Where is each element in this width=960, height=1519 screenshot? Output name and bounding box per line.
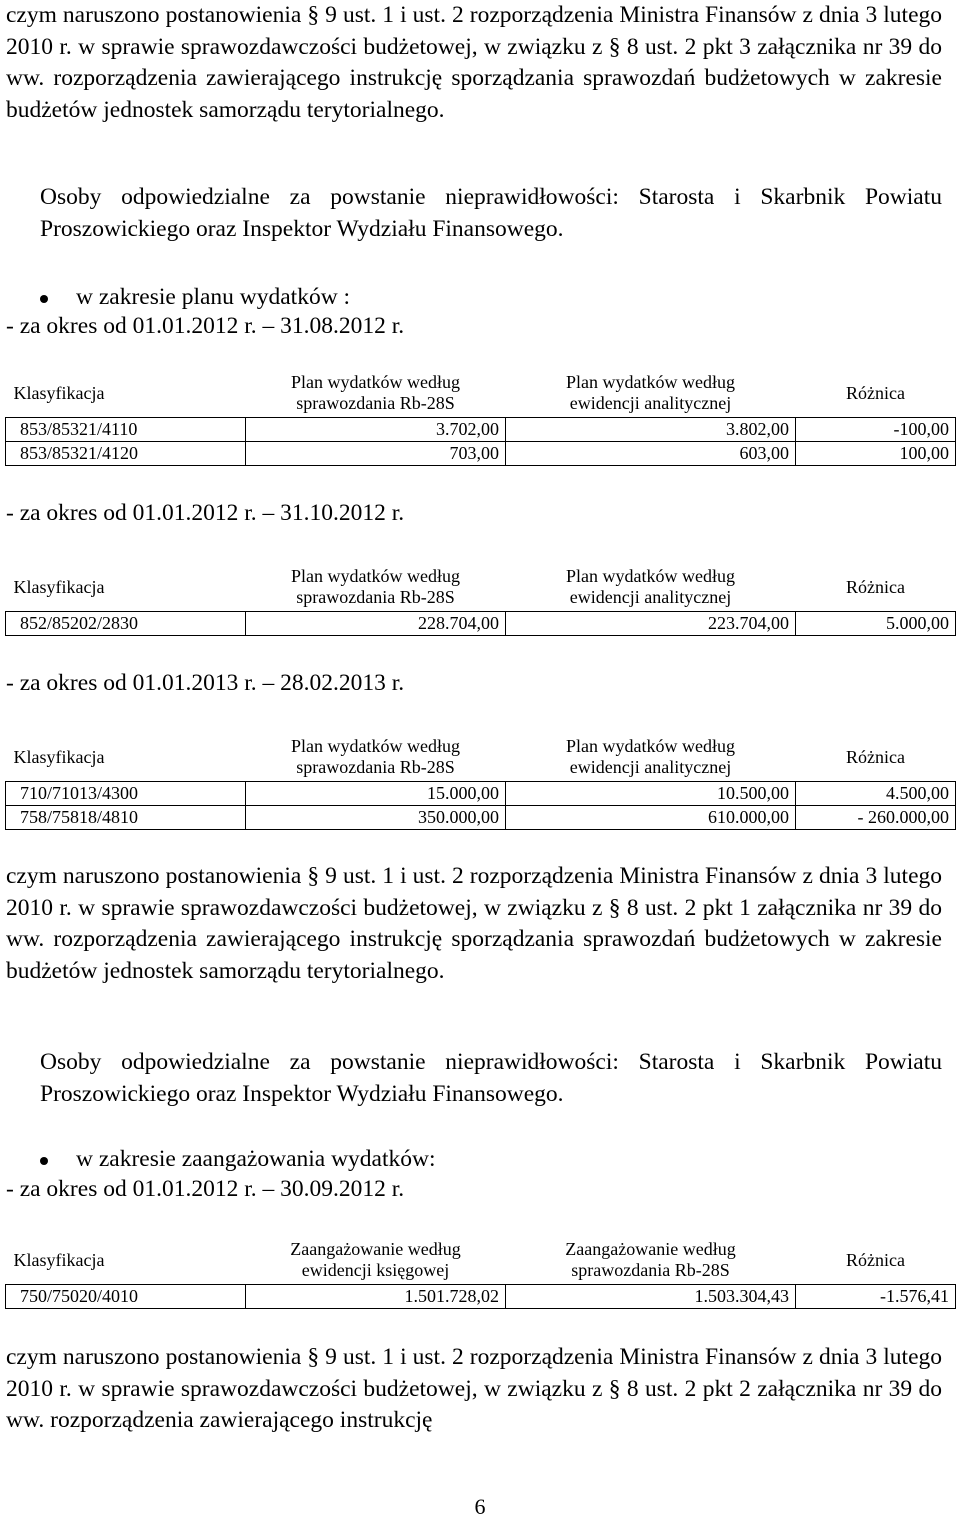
table-header-row xyxy=(6,733,956,782)
bullet-icon xyxy=(40,295,48,303)
table-header-row xyxy=(6,563,956,612)
page-number: 6 xyxy=(474,1494,486,1519)
bullet-icon xyxy=(40,1157,48,1165)
header-klasyfikacja: Klasyfikacja xyxy=(13,576,105,597)
header-zaangazowanie-rb28s: Zaangażowanie według sprawozdania Rb-28S xyxy=(565,1239,736,1280)
table-header-row xyxy=(6,1236,956,1285)
table-row: 758/75818/4810 350.000,00 610.000,00 - 260.000,00 xyxy=(6,806,956,830)
period-heading-2: - za okres od 01.01.2012 r. – 31.10.2012 r. xyxy=(6,500,405,526)
period-heading-3: - za okres od 01.01.2013 r. – 28.02.2013 r. xyxy=(6,670,405,696)
header-klasyfikacja: Klasyfikacja xyxy=(13,746,105,767)
header-roznica: Różnica xyxy=(846,576,905,597)
paragraph-responsible-persons-1: Osoby odpowiedzialne za powstanie nieprawidłowości: Starosta i Skarbnik Powiatu Proszowickiego oraz Inspektor Wydziału Finansowego. xyxy=(40,184,942,242)
period-heading-1: - za okres od 01.01.2012 r. – 31.08.2012 r. xyxy=(6,313,405,339)
header-plan-ewidencja: Plan wydatków według ewidencji analitycznej xyxy=(566,372,735,413)
table-plan-2 xyxy=(5,563,956,636)
bullet-zaangazowanie: w zakresie zaangażowania wydatków: xyxy=(76,1146,436,1172)
header-klasyfikacja: Klasyfikacja xyxy=(13,382,105,403)
header-plan-rb28s: Plan wydatków według sprawozdania Rb-28S xyxy=(291,566,460,607)
header-zaangazowanie-ewidencja: Zaangażowanie według ewidencji księgowej xyxy=(290,1239,461,1280)
table-row: 853/85321/4120 703,00 603,00 100,00 xyxy=(6,442,956,466)
period-heading-4: - za okres od 01.01.2012 r. – 30.09.2012 r. xyxy=(6,1176,405,1202)
header-plan-ewidencja: Plan wydatków według ewidencji analitycznej xyxy=(566,566,735,607)
header-klasyfikacja: Klasyfikacja xyxy=(13,1249,105,1270)
header-roznica: Różnica xyxy=(846,382,905,403)
bullet-plan-wydatkow: w zakresie planu wydatków : xyxy=(76,284,351,310)
table-row: 710/71013/4300 15.000,00 10.500,00 4.500,00 xyxy=(6,782,956,806)
paragraph-legal-basis-3: czym naruszono postanowienia § 9 ust. 1 i ust. 2 rozporządzenia Ministra Finansów z dnia 3 lutego 2010 r. w sprawie sprawozdawczości budżetowej, w związku z § 8 ust. 2 pkt 2 załącznika nr 39 do ww. rozporządzenia zawierającego instrukcję xyxy=(6,1344,942,1433)
paragraph-legal-basis-1: czym naruszono postanowienia § 9 ust. 1 i ust. 2 rozporządzenia Ministra Finansów z dnia 3 lutego 2010 r. w sprawie sprawozdawczości budżetowej, w związku z § 8 ust. 2 pkt 3 załącznika nr 39 do ww. rozporządzenia zawierającego instrukcję sporządzania sprawozdań budżetowych w zakresie budżetów jednostek samorządu terytorialnego. xyxy=(6,2,942,123)
header-plan-ewidencja: Plan wydatków według ewidencji analitycznej xyxy=(566,736,735,777)
table-commitment xyxy=(5,1236,956,1309)
table-header-row xyxy=(6,369,956,418)
table-row: 852/85202/2830 228.704,00 223.704,00 5.000,00 xyxy=(6,612,956,636)
header-plan-rb28s: Plan wydatków według sprawozdania Rb-28S xyxy=(291,736,460,777)
table-plan-1 xyxy=(5,369,956,466)
header-roznica: Różnica xyxy=(846,746,905,767)
table-row: 853/85321/4110 3.702,00 3.802,00 -100,00 xyxy=(6,418,956,442)
table-row: 750/75020/4010 1.501.728,02 1.503.304,43 -1.576,41 xyxy=(6,1285,956,1309)
header-plan-rb28s: Plan wydatków według sprawozdania Rb-28S xyxy=(291,372,460,413)
header-roznica: Różnica xyxy=(846,1249,905,1270)
paragraph-legal-basis-2: czym naruszono postanowienia § 9 ust. 1 i ust. 2 rozporządzenia Ministra Finansów z dnia 3 lutego 2010 r. w sprawie sprawozdawczości budżetowej, w związku z § 8 ust. 2 pkt 1 załącznika nr 39 do ww. rozporządzenia zawierającego instrukcję sporządzania sprawozdań budżetowych w zakresie budżetów jednostek samorządu terytorialnego. xyxy=(6,863,942,984)
paragraph-responsible-persons-2: Osoby odpowiedzialne za powstanie nieprawidłowości: Starosta i Skarbnik Powiatu Proszowickiego oraz Inspektor Wydziału Finansowego. xyxy=(40,1049,942,1107)
table-plan-3 xyxy=(5,733,956,830)
